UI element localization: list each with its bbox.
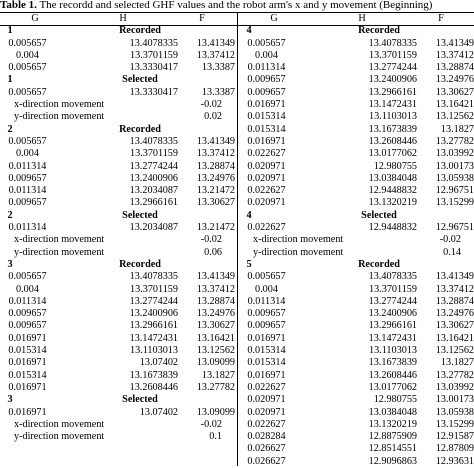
cell-g: 0.004 <box>16 283 39 295</box>
cell-f: 13.00173 <box>435 394 474 406</box>
cell-f: 13.30627 <box>196 197 235 209</box>
cell-f: 13.41349 <box>435 271 474 283</box>
cell-g: 0.009657 <box>8 172 47 184</box>
table-title: The recordd and selected GHF values and the robot arm's x and y movement (Beginning) <box>36 0 433 11</box>
cell-g: 0.009657 <box>247 86 286 98</box>
cell-g: 0.028284 <box>247 431 286 443</box>
cell-f: 13.24976 <box>196 308 235 320</box>
table-row <box>239 431 474 443</box>
cell-f: 13.28874 <box>196 160 235 172</box>
cell-h: 13.1472431 <box>129 332 178 344</box>
table-row <box>239 357 474 369</box>
cell-h: 13.4078335 <box>368 37 417 49</box>
cell-h: 13.2774244 <box>129 160 178 172</box>
section-header-row <box>0 25 237 37</box>
cell-h: 13.2966161 <box>368 320 417 332</box>
cell-f: 13.1827 <box>201 369 235 381</box>
movement-value: 0.1 <box>209 431 222 443</box>
cell-h: 13.3330417 <box>129 86 178 98</box>
section-header-row <box>239 259 474 271</box>
cell-h: 12.980755 <box>373 394 417 406</box>
section-header-row <box>0 74 237 86</box>
table-row <box>0 271 237 283</box>
cell-f: 13.12562 <box>435 345 474 357</box>
cell-f: 13.27782 <box>196 381 235 393</box>
movement-row <box>0 431 237 443</box>
section-title: Recorded <box>358 258 400 270</box>
section-number: 1 <box>7 25 13 37</box>
cell-f: 13.1827 <box>440 357 474 369</box>
cell-h: 13.4078335 <box>129 135 178 147</box>
cell-h: 13.1320219 <box>368 418 417 430</box>
movement-row <box>0 234 237 246</box>
section-title: Recorded <box>119 258 161 270</box>
cell-h: 13.4078335 <box>368 271 417 283</box>
cell-h: 13.4078335 <box>129 271 178 283</box>
table-row <box>0 136 237 148</box>
section-title: Recorded <box>358 25 400 37</box>
cell-g: 0.016971 <box>247 369 286 381</box>
cell-f: 13.05938 <box>435 406 474 418</box>
table-row <box>0 161 237 173</box>
cell-g: 0.016971 <box>8 332 47 344</box>
table-row <box>239 370 474 382</box>
cell-f: 13.21472 <box>196 222 235 234</box>
header-h: H <box>119 13 127 24</box>
cell-h: 13.3701159 <box>129 283 178 295</box>
table-row <box>239 222 474 234</box>
cell-h: 13.2966161 <box>129 197 178 209</box>
cell-h: 13.3701159 <box>368 283 417 295</box>
cell-g: 0.016971 <box>247 135 286 147</box>
cell-g: 0.009657 <box>247 308 286 320</box>
header-rule <box>0 25 474 26</box>
cell-h: 13.0177062 <box>368 148 417 160</box>
cell-h: 13.1673839 <box>368 357 417 369</box>
cell-g: 0.016971 <box>8 357 47 369</box>
table-row <box>239 333 474 345</box>
cell-f: 13.37412 <box>196 148 235 160</box>
cell-h: 12.9448832 <box>368 185 417 197</box>
table-row <box>239 345 474 357</box>
cell-h: 13.3701159 <box>368 49 417 61</box>
movement-label: y-direction movement <box>253 246 344 258</box>
cell-g: 0.011314 <box>247 295 286 307</box>
cell-g: 0.009657 <box>8 308 47 320</box>
cell-g: 0.020971 <box>247 172 286 184</box>
movement-value: 0.14 <box>443 246 461 258</box>
cell-g: 0.015314 <box>8 369 47 381</box>
cell-h: 12.980755 <box>373 160 417 172</box>
cell-f: 13.16421 <box>196 332 235 344</box>
table-row <box>239 161 474 173</box>
cell-h: 13.2966161 <box>368 86 417 98</box>
cell-g: 0.015314 <box>247 123 286 135</box>
table-row <box>0 320 237 332</box>
cell-h: 13.07402 <box>139 406 178 418</box>
section-header-row <box>0 124 237 136</box>
cell-g: 0.011314 <box>8 185 47 197</box>
cell-f: 13.24976 <box>196 172 235 184</box>
cell-h: 13.2400906 <box>129 172 178 184</box>
table-row <box>239 443 474 455</box>
table-row <box>239 320 474 332</box>
table-row <box>239 173 474 185</box>
cell-h: 13.1472431 <box>368 332 417 344</box>
cell-f: 12.93631 <box>435 455 474 467</box>
section-title: Selected <box>122 209 158 221</box>
section-number: 4 <box>246 25 252 37</box>
cell-h: 13.1472431 <box>368 99 417 111</box>
table-row <box>239 148 474 160</box>
cell-f: 13.30627 <box>435 320 474 332</box>
cell-h: 13.0384048 <box>368 172 417 184</box>
cell-h: 13.2400906 <box>368 308 417 320</box>
section-number: 1 <box>7 74 13 86</box>
cell-g: 0.009657 <box>247 74 286 86</box>
movement-label: x-direction movement <box>14 99 105 111</box>
cell-h: 13.2034087 <box>129 185 178 197</box>
movement-label: x-direction movement <box>14 418 105 430</box>
cell-f: 13.00173 <box>435 160 474 172</box>
table-row <box>239 296 474 308</box>
section-title: Recorded <box>119 25 161 37</box>
cell-g: 0.009657 <box>8 320 47 332</box>
cell-f: 12.96751 <box>435 222 474 234</box>
table-row <box>239 185 474 197</box>
cell-f: 13.41349 <box>196 37 235 49</box>
cell-f: 13.37412 <box>435 283 474 295</box>
movement-label: y-direction movement <box>14 431 105 443</box>
table-row <box>239 38 474 50</box>
table-row <box>0 308 237 320</box>
cell-g: 0.011314 <box>247 62 286 74</box>
cell-h: 13.0177062 <box>368 381 417 393</box>
cell-h: 13.2034087 <box>129 222 178 234</box>
cell-f: 13.16421 <box>435 332 474 344</box>
table-row <box>239 407 474 419</box>
cell-g: 0.016971 <box>8 406 47 418</box>
cell-h: 13.1673839 <box>368 123 417 135</box>
cell-g: 0.026627 <box>247 443 286 455</box>
cell-h: 13.1103013 <box>368 111 417 123</box>
movement-value: -0.02 <box>200 99 222 111</box>
movement-value: -0.02 <box>439 234 461 246</box>
cell-g: 0.011314 <box>8 222 47 234</box>
right-table-column <box>239 13 474 468</box>
cell-h: 13.2608446 <box>368 135 417 147</box>
section-title: Selected <box>122 74 158 86</box>
cell-g: 0.005657 <box>8 86 47 98</box>
cell-g: 0.009657 <box>8 197 47 209</box>
cell-g: 0.020971 <box>247 394 286 406</box>
cell-h: 13.1320219 <box>368 197 417 209</box>
cell-f: 13.09099 <box>196 406 235 418</box>
cell-g: 0.015314 <box>247 345 286 357</box>
cell-f: 13.28874 <box>435 62 474 74</box>
cell-h: 13.2966161 <box>129 320 178 332</box>
cell-h: 13.2774244 <box>368 295 417 307</box>
cell-g: 0.004 <box>16 148 39 160</box>
table-row <box>239 284 474 296</box>
cell-g: 0.015314 <box>247 357 286 369</box>
movement-value: 0.06 <box>204 246 222 258</box>
table-row <box>239 394 474 406</box>
movement-row <box>0 419 237 431</box>
cell-f: 13.41349 <box>435 37 474 49</box>
table-row <box>0 197 237 209</box>
table-row <box>0 38 237 50</box>
table-row <box>0 407 237 419</box>
table-row <box>0 333 237 345</box>
cell-g: 0.011314 <box>8 160 47 172</box>
cell-g: 0.005657 <box>247 37 286 49</box>
movement-label: x-direction movement <box>253 234 344 246</box>
section-number: 3 <box>7 394 13 406</box>
table-row <box>239 419 474 431</box>
cell-f: 13.12562 <box>435 111 474 123</box>
cell-f: 12.87809 <box>435 443 474 455</box>
section-header-row <box>0 259 237 271</box>
table-row <box>0 87 237 99</box>
section-number: 2 <box>7 123 13 135</box>
table-row <box>0 62 237 74</box>
section-title: Recorded <box>119 123 161 135</box>
cell-g: 0.005657 <box>247 271 286 283</box>
table-row <box>0 284 237 296</box>
cell-g: 0.020971 <box>247 197 286 209</box>
cell-g: 0.011314 <box>8 295 47 307</box>
cell-f: 13.15299 <box>435 418 474 430</box>
table-row <box>0 173 237 185</box>
header-row <box>239 13 474 25</box>
cell-f: 13.28874 <box>196 295 235 307</box>
table-row <box>0 357 237 369</box>
table-row <box>239 271 474 283</box>
section-header-row <box>239 210 474 222</box>
table-row <box>239 50 474 62</box>
cell-h: 13.2400906 <box>368 74 417 86</box>
cell-f: 13.27782 <box>435 135 474 147</box>
cell-g: 0.022627 <box>247 185 286 197</box>
cell-f: 13.12562 <box>196 345 235 357</box>
cell-g: 0.015314 <box>8 345 47 357</box>
movement-row <box>239 247 474 259</box>
cell-h: 13.2608446 <box>368 369 417 381</box>
table-row <box>239 111 474 123</box>
cell-g: 0.005657 <box>8 135 47 147</box>
section-number: 3 <box>7 258 13 270</box>
cell-f: 13.24976 <box>435 74 474 86</box>
cell-f: 13.05938 <box>435 172 474 184</box>
table-row <box>0 185 237 197</box>
section-title: Selected <box>361 209 397 221</box>
movement-label: y-direction movement <box>14 111 105 123</box>
cell-f: 13.41349 <box>196 271 235 283</box>
cell-h: 13.2608446 <box>129 381 178 393</box>
cell-f: 13.37412 <box>196 283 235 295</box>
table-row <box>239 197 474 209</box>
table-row <box>239 87 474 99</box>
movement-label: y-direction movement <box>14 246 105 258</box>
cell-h: 12.8875909 <box>368 431 417 443</box>
cell-g: 0.016971 <box>247 332 286 344</box>
table-row <box>0 370 237 382</box>
table-row <box>0 345 237 357</box>
movement-value: -0.02 <box>200 418 222 430</box>
cell-g: 0.022627 <box>247 222 286 234</box>
cell-g: 0.004 <box>255 283 278 295</box>
table-row <box>239 74 474 86</box>
header-h: H <box>358 13 366 24</box>
table-row <box>239 308 474 320</box>
cell-f: 13.16421 <box>435 99 474 111</box>
cell-f: 13.3387 <box>201 62 235 74</box>
cell-f: 13.03992 <box>435 148 474 160</box>
cell-g: 0.004 <box>16 49 39 61</box>
cell-h: 13.2774244 <box>129 295 178 307</box>
section-number: 5 <box>246 258 252 270</box>
cell-h: 13.07402 <box>139 357 178 369</box>
table-row <box>239 62 474 74</box>
cell-h: 13.3701159 <box>129 148 178 160</box>
cell-g: 0.022627 <box>247 418 286 430</box>
movement-value: -0.02 <box>200 234 222 246</box>
table-caption <box>0 0 474 12</box>
cell-g: 0.004 <box>255 49 278 61</box>
cell-f: 13.24976 <box>435 308 474 320</box>
cell-f: 13.21472 <box>196 185 235 197</box>
table-label: Table 1. <box>0 0 37 11</box>
table-row <box>239 136 474 148</box>
cell-f: 13.27782 <box>435 369 474 381</box>
cell-f: 13.1827 <box>440 123 474 135</box>
table-row <box>239 99 474 111</box>
header-g: G <box>31 13 39 24</box>
cell-g: 0.005657 <box>8 37 47 49</box>
cell-h: 13.1673839 <box>129 369 178 381</box>
cell-g: 0.022627 <box>247 381 286 393</box>
cell-h: 13.4078335 <box>129 37 178 49</box>
movement-row <box>0 111 237 123</box>
section-number: 4 <box>246 209 252 221</box>
cell-g: 0.005657 <box>8 271 47 283</box>
cell-h: 12.8514551 <box>368 443 417 455</box>
cell-g: 0.009657 <box>247 320 286 332</box>
cell-f: 13.15299 <box>435 197 474 209</box>
section-title: Selected <box>122 394 158 406</box>
header-f: F <box>199 13 205 24</box>
header-f: F <box>438 13 444 24</box>
cell-h: 13.2400906 <box>129 308 178 320</box>
cell-h: 13.1103013 <box>368 345 417 357</box>
cell-h: 13.1103013 <box>129 345 178 357</box>
header-g: G <box>270 13 278 24</box>
movement-row <box>239 234 474 246</box>
section-header-row <box>0 210 237 222</box>
movement-label: x-direction movement <box>14 234 105 246</box>
movement-row <box>0 99 237 111</box>
cell-g: 0.016971 <box>247 99 286 111</box>
cell-f: 13.3387 <box>201 86 235 98</box>
cell-g: 0.020971 <box>247 160 286 172</box>
cell-h: 12.9448832 <box>368 222 417 234</box>
cell-f: 13.37412 <box>435 49 474 61</box>
section-header-row <box>239 25 474 37</box>
table-row <box>0 50 237 62</box>
left-table-column <box>0 13 237 443</box>
header-row <box>0 13 237 25</box>
cell-f: 12.96751 <box>435 185 474 197</box>
movement-value: 0.02 <box>204 111 222 123</box>
table-row <box>0 148 237 160</box>
table-row <box>239 382 474 394</box>
cell-f: 13.37412 <box>196 49 235 61</box>
movement-row <box>0 247 237 259</box>
column-divider <box>237 13 238 466</box>
cell-h: 13.3701159 <box>129 49 178 61</box>
cell-f: 13.28874 <box>435 295 474 307</box>
cell-g: 0.022627 <box>247 148 286 160</box>
cell-f: 12.91587 <box>435 431 474 443</box>
cell-h: 13.3330417 <box>129 62 178 74</box>
table-row <box>239 456 474 468</box>
cell-g: 0.020971 <box>247 406 286 418</box>
section-number: 2 <box>7 209 13 221</box>
cell-f: 13.30627 <box>435 86 474 98</box>
cell-f: 13.09099 <box>196 357 235 369</box>
table-row <box>0 296 237 308</box>
cell-h: 13.2774244 <box>368 62 417 74</box>
cell-g: 0.005657 <box>8 62 47 74</box>
cell-f: 13.41349 <box>196 135 235 147</box>
table-row <box>239 124 474 136</box>
cell-f: 13.30627 <box>196 320 235 332</box>
cell-g: 0.015314 <box>247 111 286 123</box>
cell-h: 13.0384048 <box>368 406 417 418</box>
cell-f: 13.03992 <box>435 381 474 393</box>
cell-g: 0.016971 <box>8 381 47 393</box>
table-row <box>0 222 237 234</box>
table-row <box>0 382 237 394</box>
section-header-row <box>0 394 237 406</box>
cell-g: 0.026627 <box>247 455 286 467</box>
cell-h: 12.9096863 <box>368 455 417 467</box>
